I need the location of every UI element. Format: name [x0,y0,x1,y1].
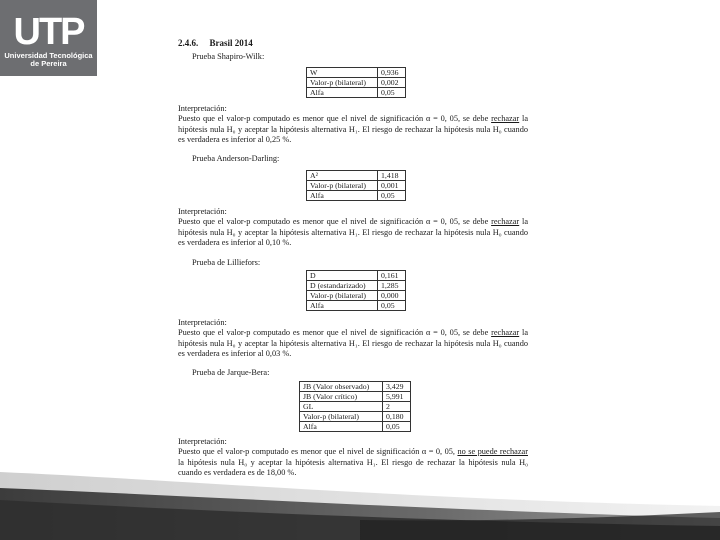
row-label: Valor-p (bilateral) [307,78,378,88]
row-value: 0,05 [378,191,406,201]
logo-line-2: de Pereira [30,59,67,68]
decision-underlined: rechazar [491,114,520,123]
row-value: 3,429 [383,382,411,392]
row-label: GL [300,402,383,412]
test-title: Prueba Anderson-Darling: [192,154,280,163]
decision-underlined: rechazar [491,328,520,337]
table-row [300,382,411,392]
test-title: Prueba de Jarque-Bera: [192,368,270,377]
row-value: 0,001 [378,181,406,191]
row-label: Alfa [307,88,378,98]
row-label: Alfa [307,191,378,201]
row-value: 0,000 [378,291,406,301]
table-row [307,191,406,201]
test-title: Prueba de Lilliefors: [192,258,261,267]
interpretation-title: Interpretación: [178,318,227,327]
stats-table [299,381,411,432]
utp-logo-mark [0,0,97,52]
row-label: D [307,271,378,281]
row-label: JB (Valor crítico) [300,392,383,402]
table-row [300,412,411,422]
row-label: D (estandarizado) [307,281,378,291]
table-row [307,181,406,191]
table-row [307,171,406,181]
university-logo [0,0,97,76]
table-row [307,68,406,78]
row-value: 1,285 [378,281,406,291]
row-label: A² [307,171,378,181]
row-value: 0,180 [383,412,411,422]
row-value: 0,161 [378,271,406,281]
row-value: 0,05 [378,301,406,311]
interpretation-text: Puesto que el valor-p computado es menor que el nivel de significación α = 0, 05, no se puede rechazar la hipótesis nula H₀ y aceptar la hipótesis alternativa H₁. El riesgo de rechazar la hipótesis nula H₀ cuando es verdadera es de 18,00 %. [178,447,528,478]
row-label: Valor-p (bilateral) [300,412,383,422]
section-number: 2.4.6. [178,38,199,48]
test-title: Prueba Shapiro-Wilk: [192,52,265,61]
stats-table [306,170,406,201]
interpretation-text: Puesto que el valor-p computado es menor que el nivel de significación α = 0, 05, se debe rechazar la hipótesis nula H₀ y aceptar la hipótesis alternativa H₁. El riesgo de rechazar la hipótesis nula H₀ cuando es verdadera es inferior al 0,25 %. [178,114,528,145]
table-row [307,78,406,88]
logo-line-1: Universidad Tecnológica [4,51,93,60]
footer-decoration [0,460,720,540]
interpretation-title: Interpretación: [178,104,227,113]
interpretation-text: Puesto que el valor-p computado es menor que el nivel de significación α = 0, 05, se debe rechazar la hipótesis nula H₀ y aceptar la hipótesis alternativa H₁. El riesgo de rechazar la hipótesis nula H₀ cuando es verdadera es inferior al 0,03 %. [178,328,528,359]
stats-table [306,67,406,98]
table-row [307,281,406,291]
table-row [300,422,411,432]
row-label: W [307,68,378,78]
interpretation-title: Interpretación: [178,207,227,216]
table-row [300,392,411,402]
row-label: Valor-p (bilateral) [307,291,378,301]
section-title: Brasil 2014 [209,38,253,48]
row-label: Valor-p (bilateral) [307,181,378,191]
decision-underlined: no se puede rechazar [457,447,528,456]
logo-letters: UTP [13,11,84,52]
row-value: 0,936 [378,68,406,78]
table-row [307,301,406,311]
row-label: Alfa [307,301,378,311]
row-value: 5,991 [383,392,411,402]
table-row [307,291,406,301]
row-value: 0,05 [383,422,411,432]
table-row [307,88,406,98]
row-label: JB (Valor observado) [300,382,383,392]
row-value: 2 [383,402,411,412]
row-value: 0,002 [378,78,406,88]
decision-underlined: rechazar [491,217,520,226]
interpretation-text: Puesto que el valor-p computado es menor que el nivel de significación α = 0, 05, se debe rechazar la hipótesis nula H₀ y aceptar la hipótesis alternativa H₁. El riesgo de rechazar la hipótesis nula H₀ cuando es verdadera es inferior al 0,10 %. [178,217,528,248]
section-heading [178,38,253,48]
table-row [300,402,411,412]
interpretation-title: Interpretación: [178,437,227,446]
stats-table [306,270,406,311]
row-value: 1,418 [378,171,406,181]
table-row [307,271,406,281]
row-value: 0,05 [378,88,406,98]
row-label: Alfa [300,422,383,432]
